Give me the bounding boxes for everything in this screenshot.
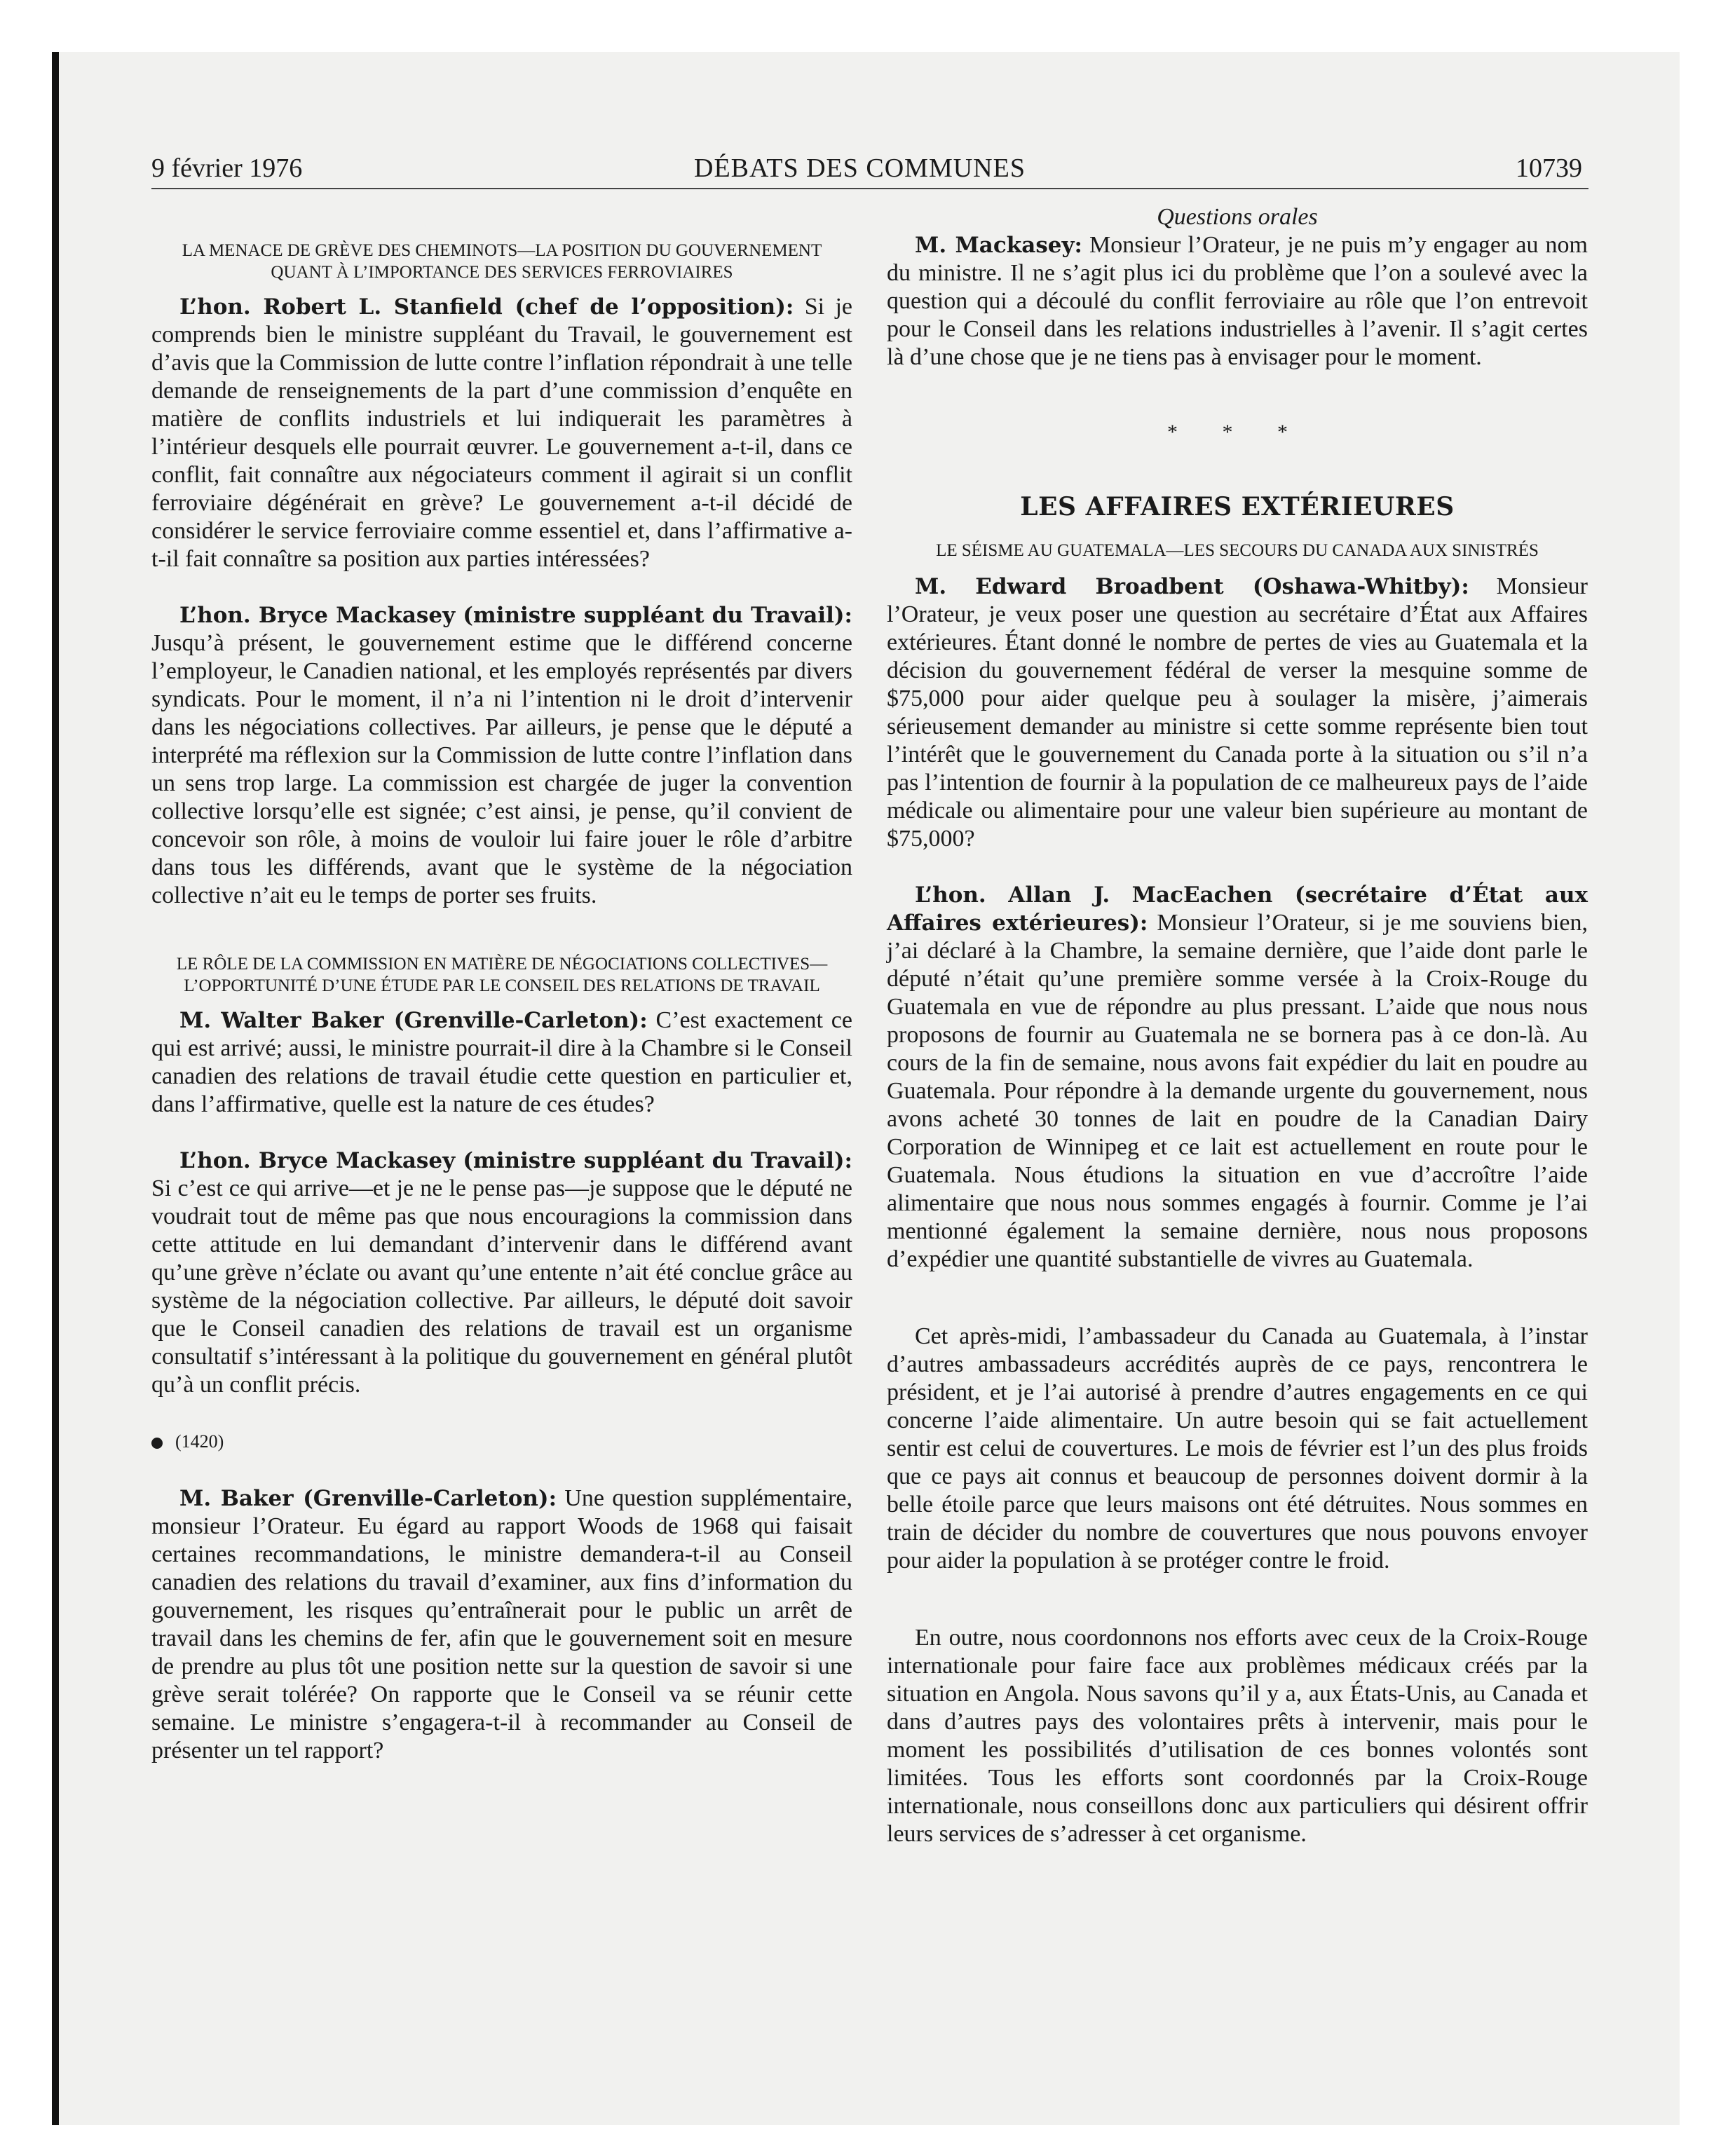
speaker-name: M. Mackasey: bbox=[915, 233, 1082, 258]
time-marker bbox=[151, 1431, 852, 1452]
header-date: 9 février 1976 bbox=[151, 153, 303, 183]
speaker-name: L’hon. Allan J. MacEachen (secrétaire d’État aux Affaires extérieures): bbox=[887, 882, 1588, 936]
section-title: LES AFFAIRES EXTÉRIEURES bbox=[1020, 492, 1455, 521]
paragraph bbox=[887, 573, 1588, 853]
speech-text: Jusqu’à présent, le gouvernement estime que le différend concerne l’employeur, le Canadien national, et les employés représentés par divers syndicats. Pour le moment, il n’a ni l’intention ni le droit d’intervenir dans les négociations collectives. Par ailleurs, je pense que le député a interprété ma réflexion sur la Commission de lutte contre l’inflation dans un sens trop large. La commission est chargée de juger la convention collective lorsqu’elle est signée; c’est ainsi, je pense, qu’il convient de concevoir son rôle, à moins de vouloir lui faire jouer le rôle d’arbitre dans tous les différends, avant que le système de la négociation collective n’ait eu le temps de porter ses fruits. bbox=[151, 630, 852, 908]
paragraph bbox=[887, 881, 1588, 1274]
speaker-name: M. Walter Baker (Grenville-Carleton): bbox=[179, 1008, 648, 1033]
header-rule bbox=[151, 188, 1588, 189]
speaker-name: L’hon. Bryce Mackasey (ministre suppléant du Travail): bbox=[179, 1148, 852, 1173]
paragraph bbox=[887, 231, 1588, 371]
page-edge-shadow bbox=[52, 52, 59, 2125]
speech-text: C’est exactement ce qui est arrivé; aussi, le ministre pourrait-il dire à la Chambre si le Conseil canadien des relations de travail étudie cette question en particulier et, dans l’affirmative, quelle est la nature de ces études? bbox=[151, 1007, 852, 1117]
time-marker-text: (1420) bbox=[175, 1431, 224, 1452]
paragraph: En outre, nous coordonnons nos efforts avec ceux de la Croix-Rouge internationale pour faire face aux problèmes médicaux créés par la situation en Angola. Nous savons qu’il y a, aux États-Unis, au Canada et dans d’autres pays des volontaires prêts à intervenir, mais pour le moment les possibilités d’utilisation de ces bonnes volontés sont limitées. Tous les efforts sont coordonnés par la Croix-Rouge internationale, nous conseillons donc aux particuliers qui désirent offrir leurs services de s’adresser à cet organisme. bbox=[887, 1625, 1588, 1847]
paragraph bbox=[151, 1147, 852, 1399]
header-page-number: 10739 bbox=[1516, 153, 1582, 183]
section-separator: * * * bbox=[1167, 421, 1307, 444]
running-head: Questions orales bbox=[1157, 204, 1318, 230]
header-title: DÉBATS DES COMMUNES bbox=[694, 153, 1026, 183]
speech-text: Monsieur l’Orateur, si je me souviens bien, j’ai déclaré à la Chambre, la semaine dernière, que l’aide dont parle le député n’était qu’une première somme versée à la Croix-Rouge du Guatemala en vue de répondre au plus pressant. L’aide que nous nous proposons de fournir au Guatemala ne se bornera pas à ce don-là. Au cours de la fin de semaine, nous avons fait expédier du lait en poudre au Guatemala. Pour répondre à la demande urgente du gouvernement, nous avons acheté 30 tonnes de lait en poudre de la Canadian Dairy Corporation de Winnipeg et ce lait est actuellement en route pour le Guatemala. Nous étudions la situation en vue d’accroître l’aide alimentaire que nous nous sommes engagés à fournir. Comme je l’ai mentionné également la semaine dernière, nous nous proposons d’expédier une quantité substantielle de vivres au Guatemala. bbox=[887, 910, 1588, 1272]
speech-text: Si je comprends bien le ministre suppléant du Travail, le gouvernement est d’avis que la Commission de lutte contre l’inflation répondrait à une telle demande de renseignements de la part d’une commission d’enquête en matière de conflits industriels et lui indiquerait les paramètres à l’intérieur desquels elle pourrait œuvrer. Le gouvernement a-t-il, dans ce conflit, fait connaître aux négociateurs comment il agirait si un conflit ferroviaire dégénérait en grève? Le gouvernement a-t-il décidé de considérer le service ferroviaire comme essentiel et, dans l’affirmative a-t-il fait connaître sa position aux parties intéressées? bbox=[151, 294, 852, 572]
paragraph bbox=[151, 1007, 852, 1119]
speaker-name: L’hon. Robert L. Stanfield (chef de l’opposition): bbox=[179, 294, 794, 320]
section-heading: LE SÉISME AU GUATEMALA—LES SECOURS DU CANADA AUX SINISTRÉS bbox=[936, 541, 1539, 560]
speech-text: Monsieur l’Orateur, je ne puis m’y engager au nom du ministre. Il ne s’agit plus ici du problème que l’on a soulevé avec la question qui a découlé du conflit ferroviaire au rôle que l’on entrevoit pour le Conseil dans les relations industrielles à l’avenir. Il s’agit certes là d’une chose que je ne tiens pas à envisager pour le moment. bbox=[887, 232, 1588, 370]
paragraph bbox=[151, 293, 852, 573]
speech-text: Si c’est ce qui arrive—et je ne le pense pas—je suppose que le député ne voudrait tout de même pas que nous encouragions la commission dans cette attitude en lui demandant d’intervenir dans le différend avant qu’une grève n’éclate ou avant qu’une entente n’ait été conclue grâce au système de la négociation collective. Par ailleurs, le député doit savoir que le Conseil canadien des relations de travail est un organisme consultatif s’intéressant à la politique du gouvernement en général plutôt qu’à un conflit précis. bbox=[151, 1175, 852, 1398]
paragraph bbox=[151, 1485, 852, 1765]
paragraph: Cet après-midi, l’ambassadeur du Canada au Guatemala, à l’instar d’autres ambassadeurs accrédités auprès de ce pays, rencontrera le président, et je l’ai autorisé à prendre d’autres engagements en ce qui concerne l’aide alimentaire. Un autre besoin qui se fait actuellement sentir est celui de couvertures. Le mois de février est l’un des plus froids que ce pays ait connus et beaucoup de personnes doivent dormir à la belle étoile parce que leurs maisons ont été détruites. Nous sommes en train de décider du nombre de couvertures que nous pouvons envoyer pour aider la population à se protéger contre le froid. bbox=[887, 1323, 1588, 1574]
speaker-name: M. Baker (Grenville-Carleton): bbox=[179, 1486, 557, 1511]
speaker-name: M. Edward Broadbent (Oshawa-Whitby): bbox=[915, 574, 1469, 599]
section-heading: LE RÔLE DE LA COMMISSION EN MATIÈRE DE NÉGOCIATIONS COLLECTIVES—L’OPPORTUNITÉ D’UNE ÉTUDE PAR LE CONSEIL DES RELATIONS DE TRAVAIL bbox=[176, 955, 828, 995]
section-heading: LA MENACE DE GRÈVE DES CHEMINOTS—LA POSITION DU GOUVERNEMENT QUANT À L’IMPORTANCE DES SERVICES FERROVIAIRES bbox=[182, 241, 822, 282]
speaker-name: L’hon. Bryce Mackasey (ministre suppléant du Travail): bbox=[179, 603, 852, 628]
right-column bbox=[887, 203, 1588, 1848]
paragraph bbox=[151, 601, 852, 910]
speech-text: Monsieur l’Orateur, je veux poser une question au secrétaire d’État aux Affaires extérieures. Étant donné le nombre de pertes de vies au Guatemala et la décision du gouvernement fédéral de verser la mesquine somme de $75,000 pour aider quelque peu à soulager la misère, j’aimerais sérieusement demander au ministre si cette somme représente bien tout l’intérêt que le gouvernement du Canada porte à la situation ou s’il n’a pas l’intention de fournir à la population de ce malheureux pays de l’aide médicale ou alimentaire pour une valeur bien supérieure au montant de $75,000? bbox=[887, 573, 1588, 852]
speech-text: Une question supplémentaire, monsieur l’Orateur. Eu égard au rapport Woods de 1968 qui faisait certaines recommandations, le ministre demandera-t-il au Conseil canadien des relations du travail d’examiner, aux fins d’information du gouvernement, les risques qu’entraînerait pour le public un arrêt de travail dans les chemins de fer, afin que le gouvernement soit en mesure de prendre au plus tôt une position nette sur la question de savoir si une grève serait tolérée? On rapporte que le Conseil va se réunir cette semaine. Le ministre s’engagera-t-il à recommander au Conseil de présenter un tel rapport? bbox=[151, 1485, 853, 1763]
left-column bbox=[151, 203, 852, 1765]
bullet-icon bbox=[151, 1438, 163, 1449]
